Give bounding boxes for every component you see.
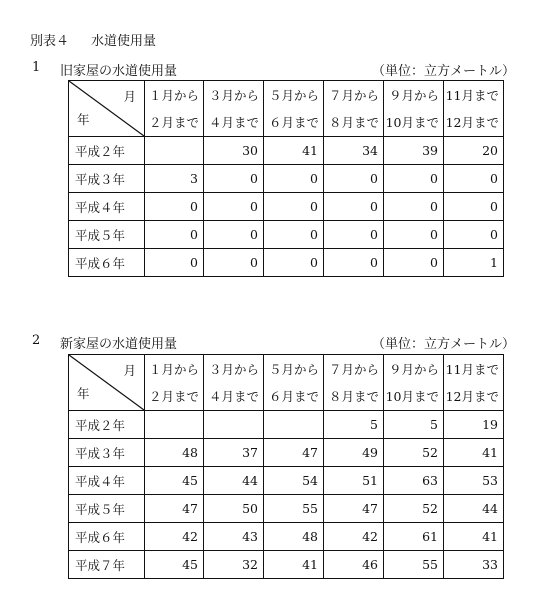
column-header-to: 10月まで [385, 115, 439, 131]
value-cell [145, 411, 204, 439]
value-cell: 45 [145, 551, 204, 579]
column-header-to: ８月まで [328, 389, 379, 405]
column-header-to: ４月まで [208, 115, 259, 131]
new-house-water-table [68, 354, 504, 579]
value-cell: 0 [264, 165, 324, 193]
unit-label: （単位：立方メートル） [371, 337, 515, 352]
value-cell: 42 [145, 523, 204, 551]
section-title: 旧家屋の水道使用量 [60, 64, 178, 79]
section-title: 新家屋の水道使用量 [60, 337, 178, 352]
value-cell: 0 [204, 193, 264, 221]
value-cell: 37 [204, 439, 264, 467]
value-cell: 41 [264, 137, 324, 165]
value-cell [264, 411, 324, 439]
value-cell [145, 137, 204, 165]
column-header-from: ３月から [208, 361, 259, 377]
value-cell: 49 [324, 439, 384, 467]
table-row [69, 523, 504, 551]
value-cell: 0 [444, 193, 504, 221]
value-cell: 45 [145, 467, 204, 495]
value-cell: 0 [324, 165, 384, 193]
value-cell: 34 [324, 137, 384, 165]
section-number: 2 [32, 333, 41, 348]
value-cell: 20 [444, 137, 504, 165]
table-row [69, 249, 504, 277]
column-header [145, 355, 204, 411]
value-cell: 52 [384, 495, 444, 523]
value-cell: 0 [324, 193, 384, 221]
column-header-to: 10月まで [385, 389, 439, 405]
corner-cell [69, 355, 145, 411]
value-cell: 5 [384, 411, 444, 439]
corner-month-label: 月 [123, 363, 136, 378]
column-header [204, 81, 264, 137]
value-cell: 43 [204, 523, 264, 551]
document-title [30, 30, 156, 49]
section-1-heading [30, 60, 515, 78]
value-cell: 0 [444, 165, 504, 193]
column-header [444, 355, 504, 411]
column-header-to: ２月まで [148, 115, 199, 131]
value-cell: 63 [384, 467, 444, 495]
table-row [69, 411, 504, 439]
corner-year-label: 年 [77, 386, 90, 401]
value-cell: 48 [264, 523, 324, 551]
value-cell: 19 [444, 411, 504, 439]
value-cell: 39 [384, 137, 444, 165]
table-row [69, 137, 504, 165]
column-header [444, 81, 504, 137]
value-cell: 3 [145, 165, 204, 193]
value-cell: 53 [444, 467, 504, 495]
value-cell: 48 [145, 439, 204, 467]
column-header-from: ９月から [388, 361, 439, 377]
column-header-from: ７月から [328, 361, 379, 377]
year-cell: 平成５年 [69, 495, 145, 523]
value-cell: 1 [444, 249, 504, 277]
column-header [324, 355, 384, 411]
value-cell: 46 [324, 551, 384, 579]
value-cell: 33 [444, 551, 504, 579]
value-cell: 50 [204, 495, 264, 523]
section-number: 1 [32, 60, 41, 75]
table-row [69, 467, 504, 495]
column-header-from: ５月から [268, 361, 319, 377]
column-header-to: ８月まで [328, 115, 379, 131]
value-cell: 47 [324, 495, 384, 523]
column-header [384, 355, 444, 411]
old-house-water-table [68, 80, 504, 277]
section-2-heading [30, 333, 515, 351]
value-cell: 55 [264, 495, 324, 523]
column-header [264, 355, 324, 411]
column-header-to: ６月まで [268, 115, 319, 131]
value-cell: 0 [384, 249, 444, 277]
column-header-to: 12月まで [445, 389, 499, 405]
value-cell: 61 [384, 523, 444, 551]
year-cell: 平成３年 [69, 439, 145, 467]
table-row [69, 193, 504, 221]
year-cell: 平成３年 [69, 165, 145, 193]
value-cell: 44 [204, 467, 264, 495]
column-header-from: ５月から [268, 87, 319, 103]
year-cell: 平成２年 [69, 137, 145, 165]
table-row [69, 551, 504, 579]
value-cell: 0 [264, 193, 324, 221]
value-cell: 0 [264, 249, 324, 277]
year-cell: 平成６年 [69, 249, 145, 277]
column-header-to: ６月まで [268, 389, 319, 405]
column-header-to: 12月まで [445, 115, 499, 131]
column-header [145, 81, 204, 137]
value-cell: 54 [264, 467, 324, 495]
table-row [69, 165, 504, 193]
value-cell: 0 [384, 193, 444, 221]
corner-month-label: 月 [123, 89, 136, 104]
value-cell: 0 [444, 221, 504, 249]
year-cell: 平成２年 [69, 411, 145, 439]
year-cell: 平成４年 [69, 467, 145, 495]
table-row [69, 495, 504, 523]
value-cell: 0 [204, 249, 264, 277]
column-header-from: ３月から [208, 87, 259, 103]
value-cell: 44 [444, 495, 504, 523]
corner-cell [69, 81, 145, 137]
column-header [384, 81, 444, 137]
year-cell: 平成５年 [69, 221, 145, 249]
value-cell: 41 [444, 523, 504, 551]
column-header [264, 81, 324, 137]
year-cell: 平成６年 [69, 523, 145, 551]
header-row [69, 355, 504, 411]
table-row [69, 221, 504, 249]
corner-year-label: 年 [77, 112, 90, 127]
year-cell: 平成７年 [69, 551, 145, 579]
column-header [324, 81, 384, 137]
value-cell: 42 [324, 523, 384, 551]
appendix-label: 別表４ [30, 34, 70, 49]
column-header-from: ９月から [388, 87, 439, 103]
value-cell: 51 [324, 467, 384, 495]
value-cell: 0 [145, 249, 204, 277]
value-cell: 0 [264, 221, 324, 249]
year-cell: 平成４年 [69, 193, 145, 221]
column-header-from: 11月まで [445, 361, 499, 377]
value-cell: 52 [384, 439, 444, 467]
value-cell: 0 [384, 165, 444, 193]
value-cell: 47 [145, 495, 204, 523]
value-cell: 32 [204, 551, 264, 579]
value-cell: 5 [324, 411, 384, 439]
value-cell: 0 [204, 221, 264, 249]
table-row [69, 439, 504, 467]
value-cell: 41 [264, 551, 324, 579]
value-cell: 55 [384, 551, 444, 579]
value-cell: 30 [204, 137, 264, 165]
header-row [69, 81, 504, 137]
value-cell: 0 [324, 221, 384, 249]
value-cell: 41 [444, 439, 504, 467]
appendix-subject: 水道使用量 [91, 34, 157, 49]
value-cell: 0 [204, 165, 264, 193]
value-cell: 47 [264, 439, 324, 467]
column-header-from: １月から [148, 87, 199, 103]
value-cell: 0 [324, 249, 384, 277]
unit-label: （単位：立方メートル） [371, 64, 515, 79]
value-cell: 0 [145, 193, 204, 221]
column-header-to: ２月まで [148, 389, 199, 405]
column-header-from: 11月まで [445, 87, 499, 103]
column-header-from: １月から [148, 361, 199, 377]
column-header-from: ７月から [328, 87, 379, 103]
column-header [204, 355, 264, 411]
value-cell: 0 [145, 221, 204, 249]
value-cell [204, 411, 264, 439]
column-header-to: ４月まで [208, 389, 259, 405]
value-cell: 0 [384, 221, 444, 249]
